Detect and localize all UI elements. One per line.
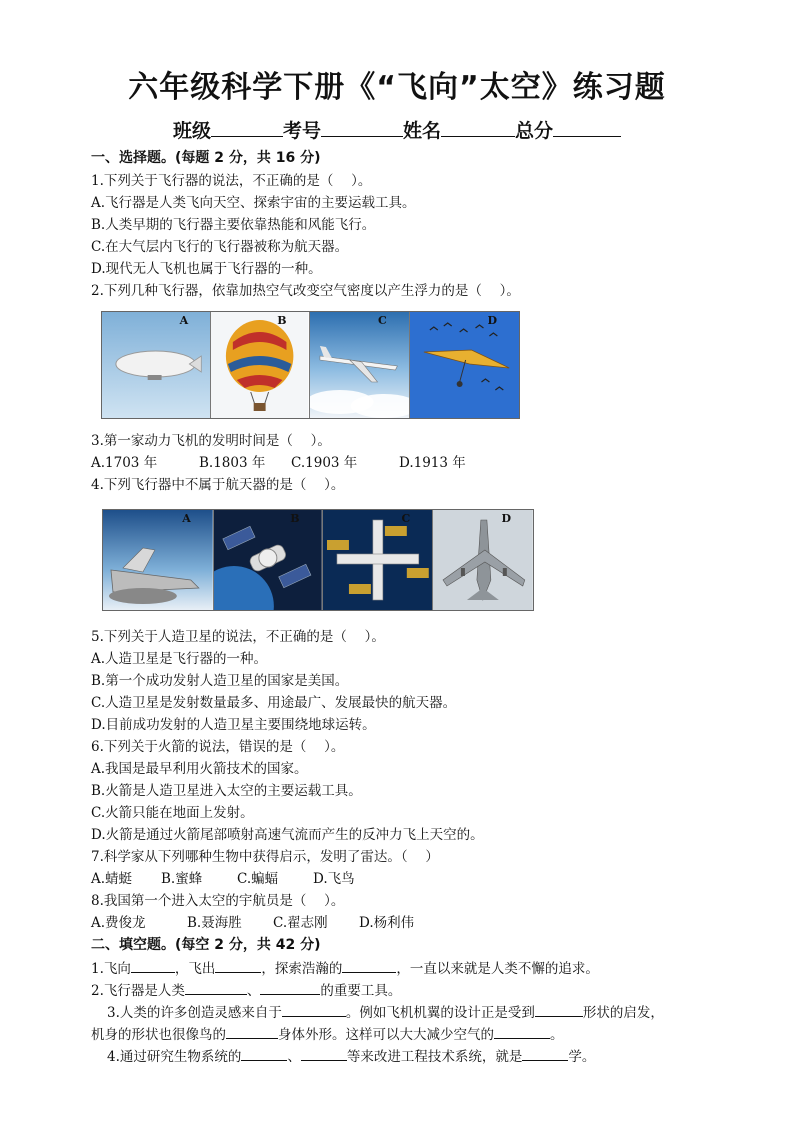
fill-4 xyxy=(107,1046,595,1066)
q2-label-a: A xyxy=(179,314,189,327)
q6-stem: 6.下列关于火箭的说法，错误的是（ ）。 xyxy=(91,739,345,755)
fill-3-text-a: 3.人类的许多创造灵感来自于 xyxy=(107,1005,282,1021)
q8-stem: 8.我国第一个进入太空的宇航员是（ ）。 xyxy=(91,893,345,909)
fill-4-blank-3[interactable] xyxy=(522,1046,568,1061)
fill-4-blank-1[interactable] xyxy=(241,1046,287,1061)
fill-1-text-b: ，飞出 xyxy=(174,961,216,977)
q4-image-a-space-shuttle[interactable] xyxy=(103,510,214,610)
q8-option-a[interactable]: A.费俊龙 xyxy=(91,915,146,931)
q8-option-b[interactable]: B.聂海胜 xyxy=(187,915,242,931)
q2-image-c-airplane[interactable] xyxy=(310,312,410,418)
q2-label-b: B xyxy=(277,314,287,327)
fill-3-text-f: 。 xyxy=(550,1027,564,1043)
q4-label-b: B xyxy=(290,512,300,525)
q5-stem: 5.下列关于人造卫星的说法，不正确的是（ ）。 xyxy=(91,629,385,645)
q7-stem: 7.科学家从下列哪种生物中获得启示，发明了雷达。（ ） xyxy=(91,849,439,865)
q4-image-b-space-station[interactable] xyxy=(214,510,323,610)
q2-label-c: C xyxy=(378,314,387,327)
q1-option-c[interactable]: C.在大气层内飞行的飞行器被称为航天器。 xyxy=(91,239,349,255)
q7-option-d[interactable]: D.飞鸟 xyxy=(313,871,355,887)
class-label: 班级 xyxy=(172,120,211,142)
fill-1-text-c: ，探索浩瀚的 xyxy=(261,961,343,977)
fill-4-text-c: 等来改进工程技术系统，就是 xyxy=(346,1049,523,1065)
fill-1 xyxy=(91,958,599,978)
q1-option-b[interactable]: B.人类早期的飞行器主要依靠热能和风能飞行。 xyxy=(91,217,376,233)
q8-options xyxy=(91,914,414,932)
page-title: 六年级科学下册《“飞向”太空》练习题 xyxy=(128,70,666,105)
q2-stem: 2.下列几种飞行器，依靠加热空气改变空气密度以产生浮力的是（ ）。 xyxy=(91,283,520,299)
q6-option-a[interactable]: A.我国是最早利用火箭技术的国家。 xyxy=(91,761,308,777)
q3-options xyxy=(91,454,466,472)
q3-option-a[interactable]: A.1703 年 xyxy=(91,455,158,471)
fill-1-text-a: 1.飞向 xyxy=(91,961,131,977)
fill-3-blank-2[interactable] xyxy=(535,1002,583,1017)
q6-option-b[interactable]: B.火箭是人造卫星进入太空的主要运载工具。 xyxy=(91,783,362,799)
q2-label-d: D xyxy=(487,314,497,327)
q4-image-c-tiangong-station[interactable] xyxy=(323,510,434,610)
q3-option-b[interactable]: B.1803 年 xyxy=(199,455,266,471)
q4-stem: 4.下列飞行器中不属于航天器的是（ ）。 xyxy=(91,477,345,493)
q2-image-d-hang-glider[interactable] xyxy=(410,312,519,418)
q3-option-c[interactable]: C.1903 年 xyxy=(291,455,358,471)
q1-stem: 1.下列关于飞行器的说法，不正确的是（ ）。 xyxy=(91,173,372,189)
q1-option-d[interactable]: D.现代无人飞机也属于飞行器的一种。 xyxy=(91,261,322,277)
fill-3-text-c: 形状的启发， xyxy=(582,1005,664,1021)
q7-option-a[interactable]: A.蜻蜓 xyxy=(91,871,133,887)
fill-4-text-d: 学。 xyxy=(568,1049,596,1065)
q4-label-c: C xyxy=(401,512,411,525)
q2-image-row xyxy=(101,311,520,419)
fill-4-text-b: 、 xyxy=(287,1049,301,1065)
q6-option-d[interactable]: D.火箭是通过火箭尾部喷射高速气流而产生的反冲力飞上天空的。 xyxy=(91,827,484,843)
fill-3-line-2 xyxy=(91,1024,564,1044)
q7-option-c[interactable]: C.蝙蝠 xyxy=(237,871,279,887)
q3-option-d[interactable]: D.1913 年 xyxy=(399,455,466,471)
q3-stem: 3.第一家动力飞机的发明时间是（ ）。 xyxy=(91,433,331,449)
fill-2-blank-1[interactable] xyxy=(185,980,247,995)
score-blank[interactable] xyxy=(553,118,621,137)
q7-option-b[interactable]: B.蜜蜂 xyxy=(161,871,203,887)
q5-option-d[interactable]: D.目前成功发射的人造卫星主要围绕地球运转。 xyxy=(91,717,376,733)
q4-label-a: A xyxy=(182,512,191,525)
q8-option-d[interactable]: D.杨利伟 xyxy=(359,915,415,931)
fill-3-text-b: 。例如飞机机翼的设计正是受到 xyxy=(345,1005,535,1021)
fill-1-blank-3[interactable] xyxy=(342,958,396,973)
section1-header: 一、选择题。(每题 2 分，共 16 分) xyxy=(91,150,321,166)
fill-3-text-d: 机身的形状也很像鸟的 xyxy=(91,1027,226,1043)
section2-header: 二、填空题。(每空 2 分，共 42 分) xyxy=(91,937,321,953)
fill-1-text-d: ，一直以来就是人类不懈的追求。 xyxy=(396,961,599,977)
fill-2-text-a: 2.飞行器是人类 xyxy=(91,983,185,999)
q5-option-a[interactable]: A.人造卫星是飞行器的一种。 xyxy=(91,651,268,667)
q4-image-d-bomber-aircraft[interactable] xyxy=(433,510,533,610)
fill-4-text-a: 4.通过研究生物系统的 xyxy=(107,1049,242,1065)
q2-image-b-hot-air-balloon[interactable] xyxy=(211,312,309,418)
q4-image-row xyxy=(102,509,534,611)
name-blank[interactable] xyxy=(441,118,515,137)
name-label: 姓名 xyxy=(403,120,442,142)
fill-2 xyxy=(91,980,401,1000)
fill-2-text-b: 、 xyxy=(246,983,261,999)
fill-4-blank-2[interactable] xyxy=(301,1046,347,1061)
q2-image-a-airship[interactable] xyxy=(102,312,211,418)
fill-3-text-e: 身体外形。这样可以大大减少空气的 xyxy=(278,1027,494,1043)
class-blank[interactable] xyxy=(211,118,283,137)
fill-2-blank-2[interactable] xyxy=(260,980,320,995)
q7-options xyxy=(91,870,355,888)
fill-1-blank-1[interactable] xyxy=(131,958,175,973)
q6-option-c[interactable]: C.火箭只能在地面上发射。 xyxy=(91,805,254,821)
score-label: 总分 xyxy=(515,120,554,142)
q5-option-c[interactable]: C.人造卫星是发射数量最多、用途最广、发展最快的航天器。 xyxy=(91,695,457,711)
number-label: 考号 xyxy=(282,120,321,142)
q1-option-a[interactable]: A.飞行器是人类飞向天空、探索宇宙的主要运载工具。 xyxy=(91,195,416,211)
fill-2-text-c: 的重要工具。 xyxy=(320,983,402,999)
fill-1-blank-2[interactable] xyxy=(215,958,261,973)
q4-label-d: D xyxy=(501,512,512,525)
number-blank[interactable] xyxy=(321,118,403,137)
q8-option-c[interactable]: C.翟志刚 xyxy=(273,915,328,931)
fill-3-blank-4[interactable] xyxy=(494,1024,550,1039)
fill-3-line-1 xyxy=(107,1002,664,1022)
q5-option-b[interactable]: B.第一个成功发射人造卫星的国家是美国。 xyxy=(91,673,349,689)
fill-3-blank-3[interactable] xyxy=(226,1024,278,1039)
fill-3-blank-1[interactable] xyxy=(282,1002,346,1017)
student-info-line xyxy=(0,116,794,143)
